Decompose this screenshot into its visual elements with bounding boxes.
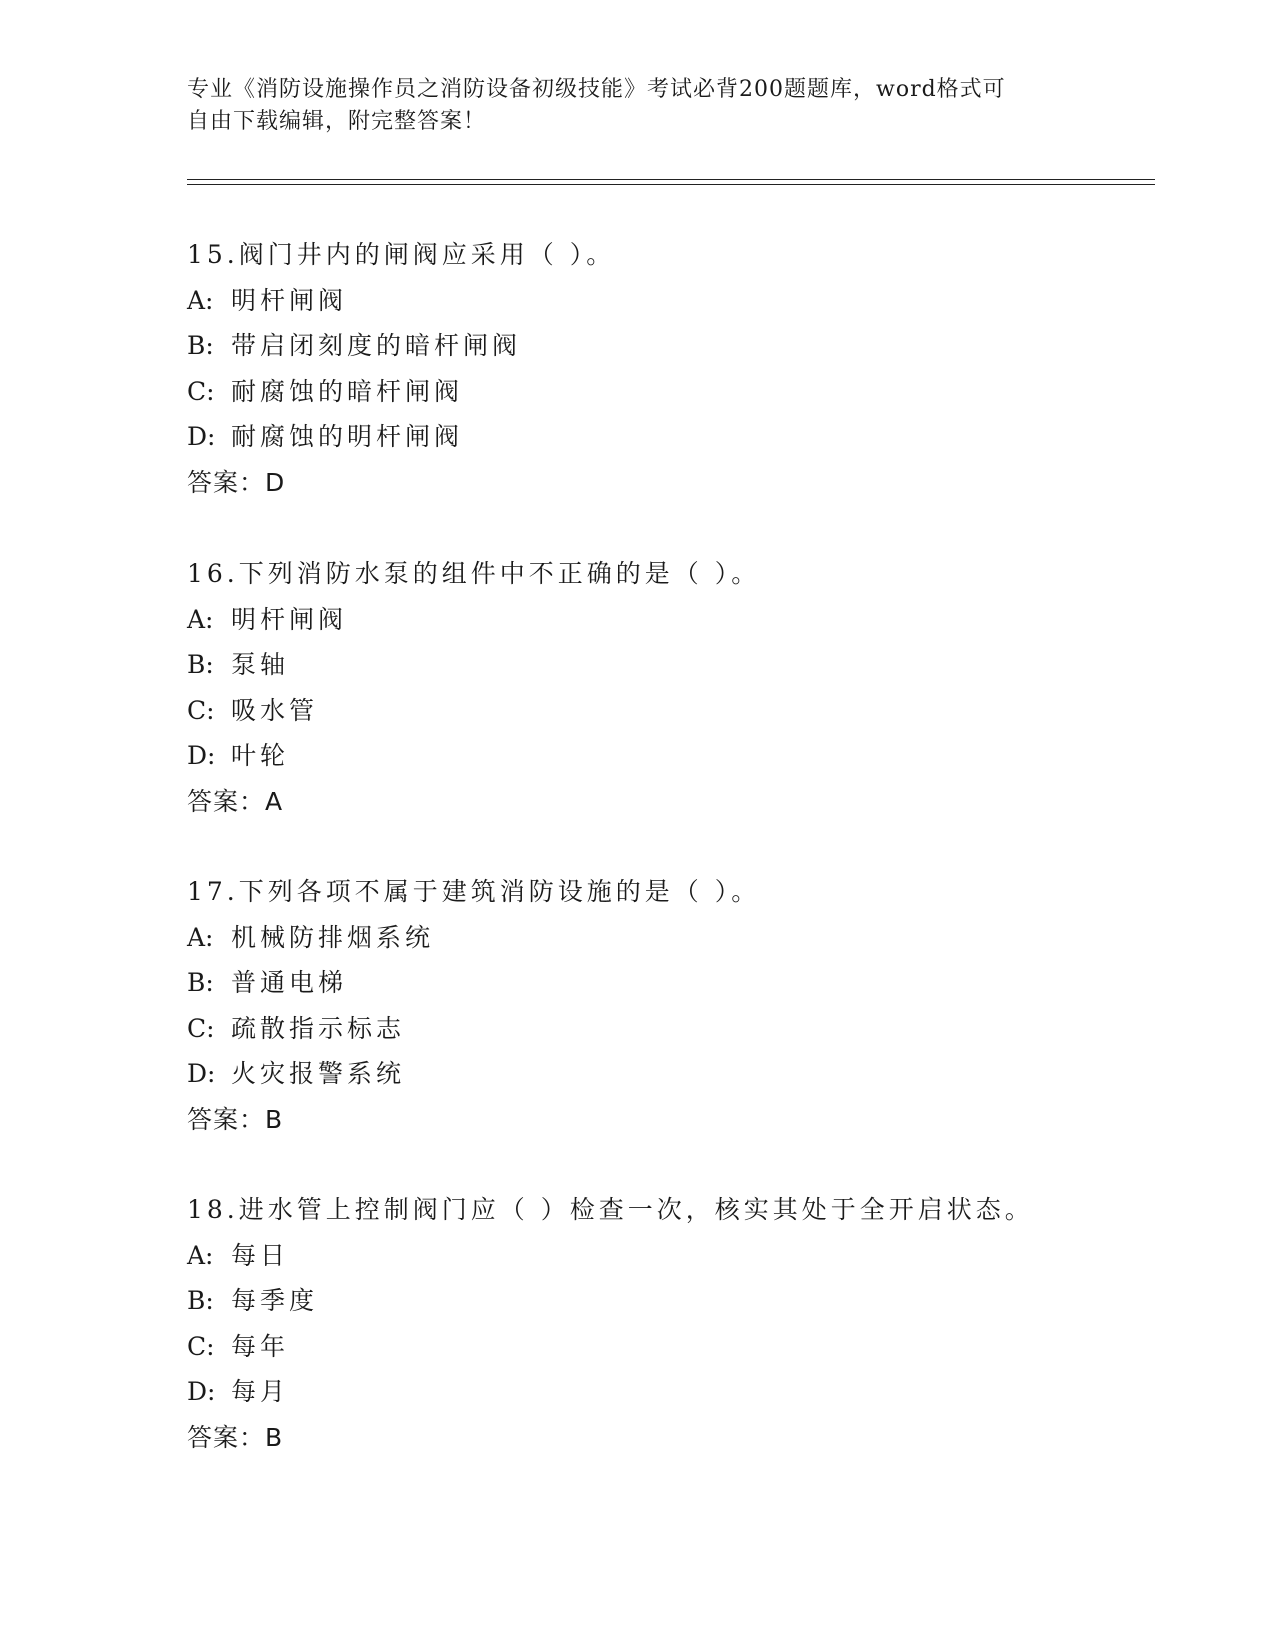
option-c bbox=[187, 688, 1147, 734]
option-text: 每日 bbox=[231, 1240, 290, 1270]
question-17 bbox=[187, 869, 1147, 1142]
option-text: 叶轮 bbox=[231, 741, 290, 770]
option-text: 吸水管 bbox=[231, 695, 319, 725]
option-b bbox=[187, 642, 1147, 688]
option-label: C: bbox=[187, 695, 215, 725]
option-label: A: bbox=[187, 1240, 214, 1270]
option-a bbox=[187, 1233, 1147, 1279]
option-text: 疏散指示标志 bbox=[231, 1013, 406, 1043]
option-text: 泵轴 bbox=[231, 650, 290, 679]
header-line-2: 自由下载编辑，附完整答案！ bbox=[187, 109, 487, 134]
option-b bbox=[187, 960, 1147, 1006]
question-stem: 15.阀门井内的闸阀应采用（ ）。 bbox=[187, 240, 616, 269]
option-b bbox=[187, 323, 1147, 369]
option-label: A: bbox=[187, 922, 214, 952]
option-c bbox=[187, 1324, 1147, 1370]
option-text: 机械防排烟系统 bbox=[231, 922, 435, 952]
option-label: D: bbox=[187, 741, 216, 770]
header-divider-bottom bbox=[187, 184, 1155, 185]
option-text: 每月 bbox=[231, 1377, 290, 1406]
option-d bbox=[187, 1369, 1147, 1415]
option-label: A: bbox=[187, 285, 214, 315]
answer-line: 答案：B bbox=[187, 1422, 284, 1452]
question-stem: 18.进水管上控制阀门应（ ）检查一次，核实其处于全开启状态。 bbox=[187, 1195, 1034, 1224]
option-label: B: bbox=[187, 650, 214, 679]
option-text: 火灾报警系统 bbox=[231, 1059, 406, 1088]
option-label: A: bbox=[187, 604, 214, 634]
header-divider-top bbox=[187, 179, 1155, 180]
option-text: 明杆闸阀 bbox=[231, 285, 348, 315]
option-c bbox=[187, 369, 1147, 415]
option-label: B: bbox=[187, 968, 214, 997]
option-d bbox=[187, 1051, 1147, 1097]
option-label: D: bbox=[187, 1059, 216, 1088]
option-text: 每年 bbox=[231, 1331, 290, 1361]
option-text: 耐腐蚀的暗杆闸阀 bbox=[231, 376, 464, 406]
option-label: C: bbox=[187, 376, 215, 406]
answer-line: 答案：A bbox=[187, 786, 284, 816]
header-line-1: 专业《消防设施操作员之消防设备初级技能》考试必背200题题库，word格式可 bbox=[187, 77, 1006, 102]
option-label: B: bbox=[187, 331, 214, 360]
question-stem: 17.下列各项不属于建筑消防设施的是（ ）。 bbox=[187, 877, 761, 906]
question-stem: 16.下列消防水泵的组件中不正确的是（ ）。 bbox=[187, 559, 761, 588]
option-c bbox=[187, 1006, 1147, 1052]
option-label: C: bbox=[187, 1013, 215, 1043]
question-16 bbox=[187, 551, 1147, 824]
option-text: 明杆闸阀 bbox=[231, 604, 348, 634]
option-a bbox=[187, 597, 1147, 643]
option-a bbox=[187, 915, 1147, 961]
option-label: B: bbox=[187, 1286, 214, 1315]
answer-line: 答案：B bbox=[187, 1104, 284, 1134]
option-label: D: bbox=[187, 422, 216, 451]
option-label: D: bbox=[187, 1377, 216, 1406]
question-15 bbox=[187, 232, 1147, 505]
option-d bbox=[187, 414, 1147, 460]
option-text: 耐腐蚀的明杆闸阀 bbox=[231, 422, 464, 451]
option-label: C: bbox=[187, 1331, 215, 1361]
option-text: 带启闭刻度的暗杆闸阀 bbox=[231, 331, 522, 360]
option-text: 每季度 bbox=[231, 1286, 319, 1315]
option-text: 普通电梯 bbox=[231, 968, 348, 997]
answer-line: 答案：D bbox=[187, 467, 286, 497]
document-header bbox=[187, 74, 1067, 138]
option-b bbox=[187, 1278, 1147, 1324]
option-d bbox=[187, 733, 1147, 779]
option-a bbox=[187, 278, 1147, 324]
question-18 bbox=[187, 1187, 1147, 1460]
